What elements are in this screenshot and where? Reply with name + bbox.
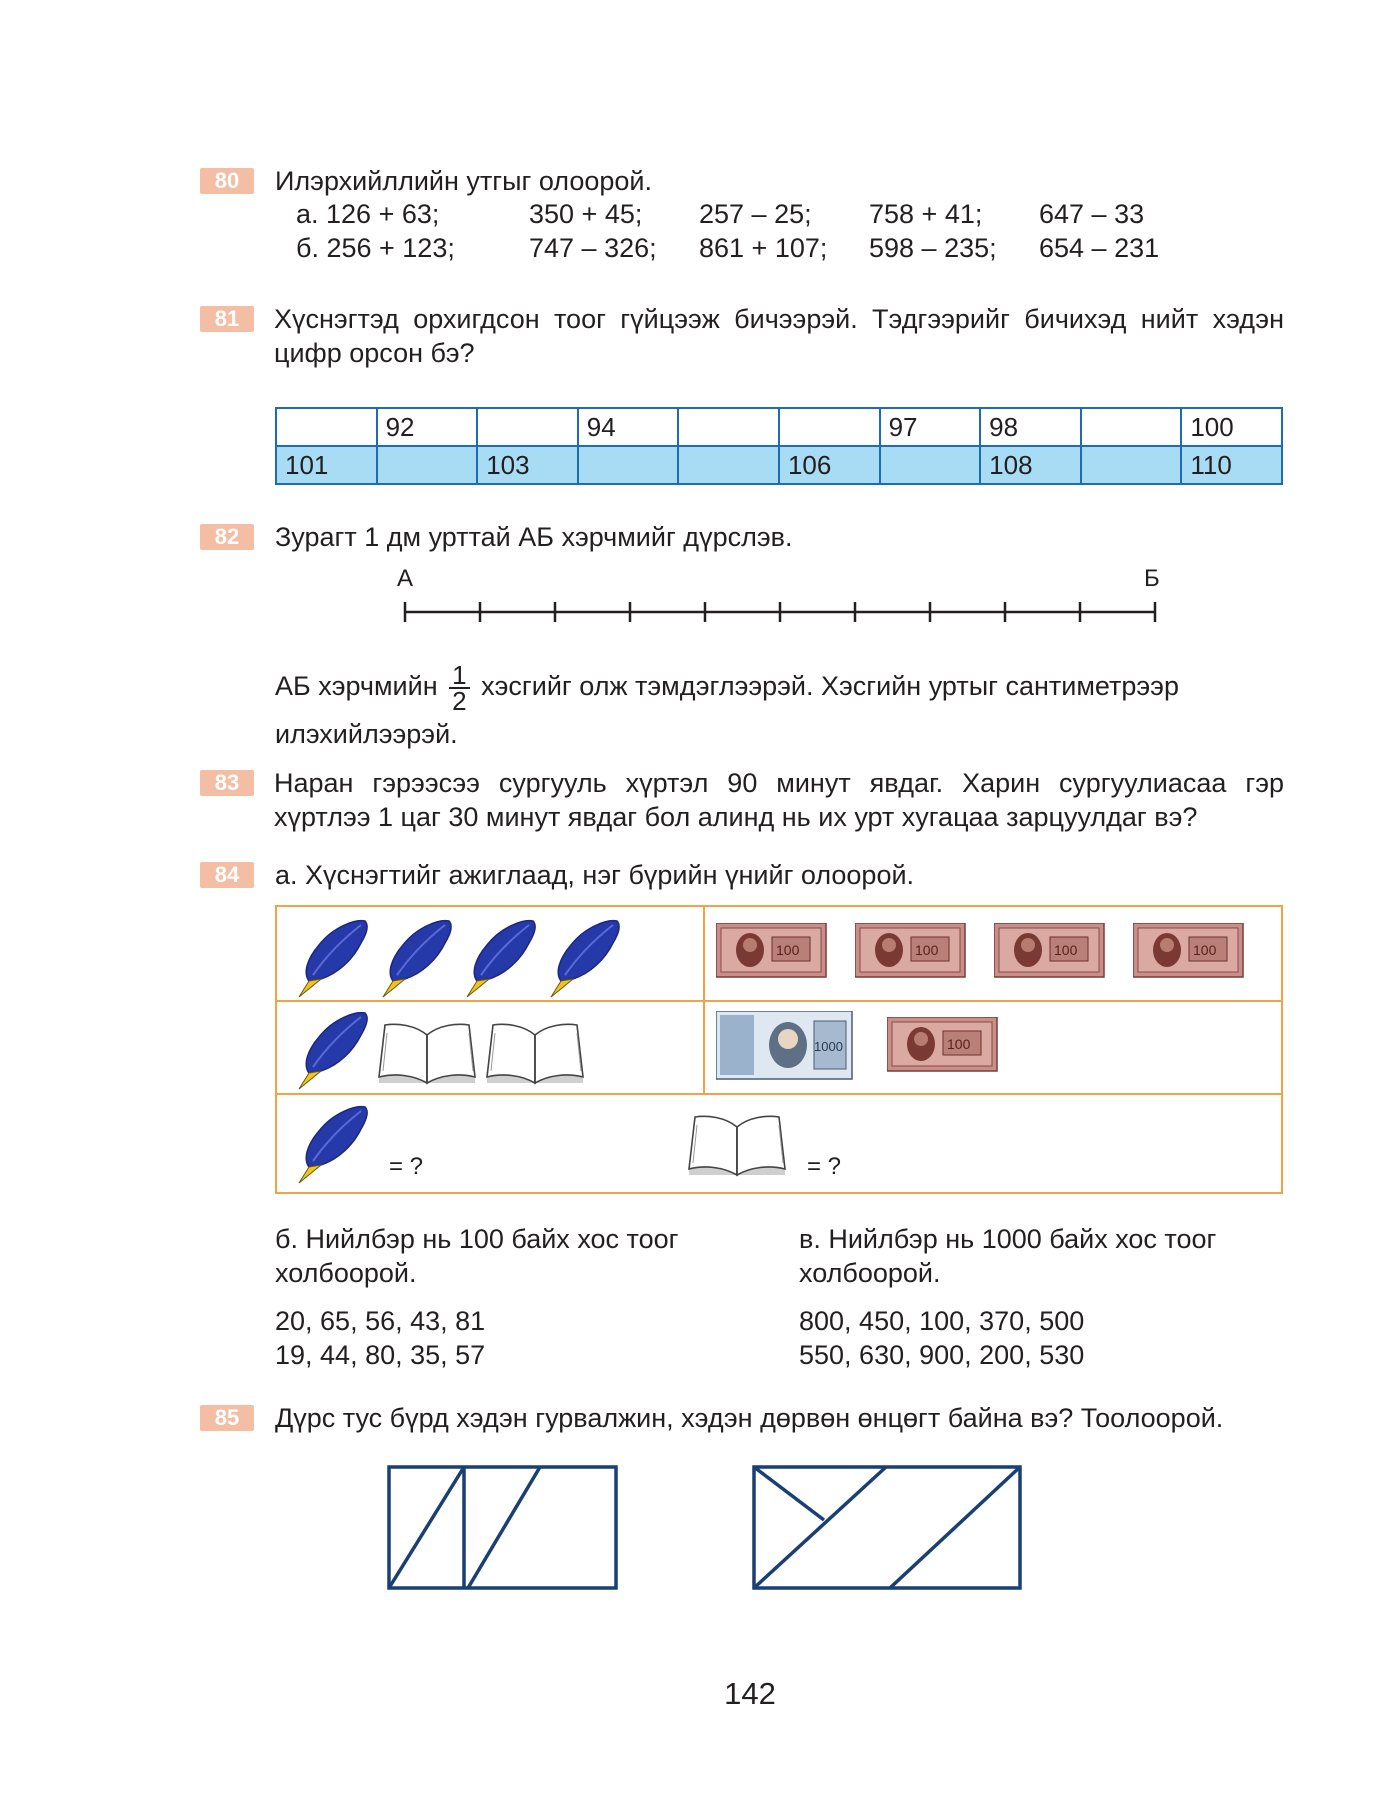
task-c-numbers-line2: 550, 630, 900, 200, 530: [799, 1340, 1085, 1370]
prices-grid: [275, 905, 1283, 1194]
exercise-82-text-line2: илэхийлээрэй.: [275, 719, 458, 749]
book-icon: [377, 1015, 479, 1087]
exercise-81-text: Хүснэгтэд орхигдсон тоог гүйцээж бичээрэй. Тэдгээрийг бичихэд нийт хэдэн цифр орсон бэ?: [274, 304, 1284, 368]
table-cell: 103: [477, 446, 578, 484]
exercise-83-number: 83: [200, 770, 254, 796]
table-cell[interactable]: [779, 408, 880, 446]
ex80-b-2: 747 – 326;: [529, 233, 657, 263]
segment-label-b: Б: [1144, 565, 1160, 592]
grid-divider: [703, 907, 705, 1095]
table-cell[interactable]: [1081, 446, 1182, 484]
page-number: 142: [724, 1676, 776, 1711]
table-cell: 97: [880, 408, 981, 446]
figure-2-line: [754, 1467, 824, 1520]
pen-icon: [293, 1007, 373, 1093]
figure-2-line: [754, 1467, 886, 1588]
fraction-numerator: 1: [449, 663, 469, 689]
segment-label-a: А: [397, 565, 414, 592]
exercise-84-task-c: в. Нийлбэр нь 1000 байх хос тоог холбоорой.: [799, 1224, 1217, 1288]
table-cell[interactable]: [578, 446, 679, 484]
number-table-row-2: [276, 446, 1282, 484]
figure-2-line: [890, 1467, 1020, 1588]
exercise-83-text: Наран гэрээсээ сургууль хүртэл 90 минут явдаг. Харин сургуулиасаа гэр хүртлээ 1 цаг 30 минут явдаг бол алинд нь их урт хугацаа зарцуулдаг вэ?: [274, 768, 1284, 832]
grid-divider: [277, 1093, 1281, 1095]
table-cell[interactable]: [678, 446, 779, 484]
banknote-100-icon: [887, 1017, 999, 1073]
ex80-b-3: 861 + 107;: [699, 233, 828, 263]
figure-1-line: [468, 1467, 540, 1588]
table-cell: 92: [377, 408, 478, 446]
ex80-a-1: а. 126 + 63;: [296, 199, 440, 229]
exercise-81-number: 81: [200, 306, 254, 332]
table-cell: 106: [779, 446, 880, 484]
banknote-100-icon: [855, 923, 967, 979]
table-cell[interactable]: [477, 408, 578, 446]
ex80-b-1: б. 256 + 123;: [296, 233, 455, 263]
pen-price-question: = ?: [389, 1153, 424, 1180]
exercise-82-number: 82: [200, 524, 254, 550]
number-table: [275, 407, 1283, 485]
book-icon: [485, 1015, 587, 1087]
figure-1-line: [389, 1467, 464, 1588]
banknote-100-icon: [994, 923, 1106, 979]
exercise-84-number: 84: [200, 862, 254, 888]
pen-icon: [293, 1101, 373, 1187]
exercise-84-task-b: б. Нийлбэр нь 100 байх хос тоог холбоорой.: [275, 1224, 679, 1288]
ex80-a-5: 647 – 33: [1039, 199, 1145, 229]
figure-1-shapes: [385, 1460, 625, 1600]
exercise-82-title: Зурагт 1 дм урттай АБ хэрчмийг дүрслэв.: [275, 522, 793, 552]
table-cell[interactable]: [276, 408, 377, 446]
exercise-82-half-text: [275, 658, 1179, 714]
table-cell: 108: [980, 446, 1081, 484]
book-icon: [687, 1107, 789, 1179]
table-cell[interactable]: [377, 446, 478, 484]
segment-ab-ruler: [395, 592, 1165, 628]
fraction-denominator: 2: [452, 685, 467, 716]
book-price-question: = ?: [807, 1153, 842, 1180]
exercise-84-task-a: а. Хүснэгтийг ажиглаад, нэг бүрийн үнийг олоорой.: [275, 860, 915, 890]
banknote-1000-icon: [716, 1011, 854, 1081]
ex80-a-3: 257 – 25;: [699, 199, 812, 229]
banknote-100-icon: [716, 923, 828, 979]
pen-icon: [377, 915, 457, 1001]
ex80-a-4: 758 + 41;: [869, 199, 983, 229]
ex80-b-5: 654 – 231: [1039, 233, 1160, 263]
ex80-a-2: 350 + 45;: [529, 199, 643, 229]
half-text-before: АБ хэрчмийн: [275, 671, 438, 701]
table-cell: 98: [980, 408, 1081, 446]
half-text-after: хэсгийг олж тэмдэглээрэй. Хэсгийн уртыг сантиметрээр: [481, 671, 1179, 701]
ex80-b-4: 598 – 235;: [869, 233, 997, 263]
exercise-80-number: 80: [200, 168, 254, 194]
table-cell: 100: [1181, 408, 1282, 446]
task-b-numbers-line2: 19, 44, 80, 35, 57: [275, 1340, 486, 1370]
exercise-85-text: Дүрс тус бүрд хэдэн гурвалжин, хэдэн дөрвөн өнцөгт байна вэ? Тоолоорой.: [275, 1403, 1224, 1433]
table-cell[interactable]: [1081, 408, 1182, 446]
task-c-numbers-line1: 800, 450, 100, 370, 500: [799, 1306, 1085, 1336]
table-cell[interactable]: [678, 408, 779, 446]
figure-2-shapes: [750, 1460, 1025, 1600]
exercise-85-number: 85: [200, 1405, 254, 1431]
figure-2-rectangle: [754, 1467, 1020, 1588]
table-cell: 101: [276, 446, 377, 484]
pen-icon: [545, 915, 625, 1001]
banknote-100-icon: [1133, 923, 1245, 979]
fraction-one-half: [449, 659, 469, 716]
pen-icon: [461, 915, 541, 1001]
task-b-numbers-line1: 20, 65, 56, 43, 81: [275, 1306, 486, 1336]
table-cell[interactable]: [880, 446, 981, 484]
table-cell: 110: [1181, 446, 1282, 484]
exercise-80-title: Илэрхийллийн утгыг олоорой.: [275, 166, 652, 196]
pen-icon: [293, 915, 373, 1001]
table-cell: 94: [578, 408, 679, 446]
number-table-row-1: [276, 408, 1282, 446]
